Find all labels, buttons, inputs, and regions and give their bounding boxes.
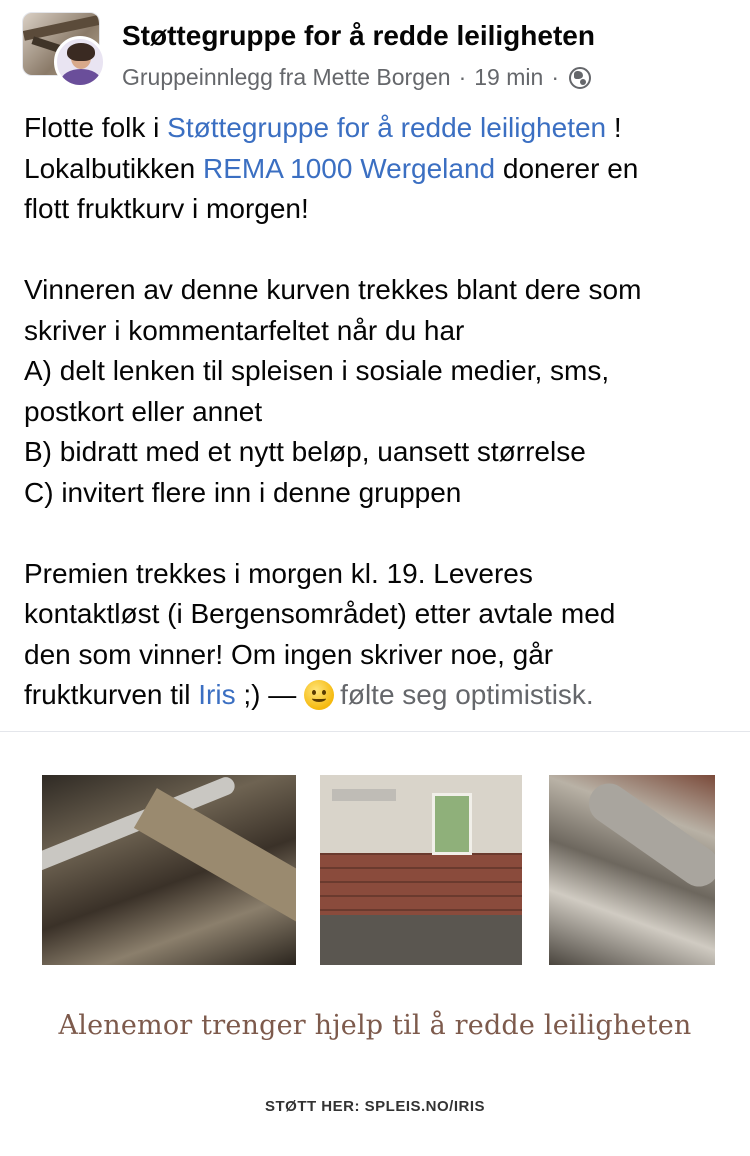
person-mention-link[interactable]: Iris (198, 679, 236, 710)
feeling-text: følte seg optimistisk. (340, 679, 594, 710)
post-header (0, 0, 750, 100)
attachment-subtitle: STØTT HER: SPLEIS.NO/IRIS (264, 1098, 486, 1115)
attachment-title: Alenemor trenger hjelp til å redde leiligheten (58, 1010, 692, 1041)
post-timestamp[interactable]: 19 min (474, 64, 544, 90)
damage-photo-1 (42, 775, 296, 965)
text-line: postkort eller annet (24, 395, 263, 427)
store-mention-link[interactable]: REMA 1000 Wergeland (203, 152, 496, 184)
text-line: flott fruktkurv i morgen! (24, 193, 309, 224)
text-line: kontaktløst (i Bergensområdet) etter avtale med (24, 598, 616, 629)
link-attachment[interactable] (0, 732, 750, 1156)
group-mention-link[interactable]: Støttegruppe for å redde leiligheten (167, 112, 607, 143)
text-line: C) invitert flere inn i denne gruppen (24, 476, 462, 508)
author-avatar[interactable] (54, 36, 106, 88)
post-meta (122, 64, 591, 91)
post-text (24, 108, 728, 716)
text-line: den som vinner! Om ingen skriver noe, går (24, 638, 554, 670)
globe-icon (569, 67, 591, 89)
text-fragment: ;) — (235, 679, 305, 710)
text-line: B) bidratt med et nytt beløp, uansett størrelse (24, 436, 586, 467)
meta-separator: · (458, 64, 467, 90)
meta-separator-2: · (551, 64, 559, 90)
smiling-face-icon (304, 680, 334, 710)
text-line: A) delt lenken til spleisen i sosiale medier, sms, (24, 355, 610, 386)
text-line: Vinneren av denne kurven trekkes blant dere som (24, 274, 642, 305)
text-fragment: Flotte folk i (24, 112, 168, 143)
author-line[interactable]: Gruppeinnlegg fra Mette Borgen (122, 64, 451, 90)
text-line: skriver i kommentarfeltet når du har (24, 314, 465, 346)
damage-photo-2 (549, 775, 715, 965)
text-line: Premien trekkes i morgen kl. 19. Leveres (24, 557, 533, 589)
text-fragment: donerer en (495, 152, 639, 184)
text-fragment: ! (606, 112, 622, 143)
text-fragment: fruktkurven til (24, 679, 199, 710)
text-fragment: Lokalbutikken (24, 152, 204, 184)
kitchen-photo (320, 775, 522, 965)
group-name-link[interactable]: Støttegruppe for å redde leiligheten (122, 20, 595, 51)
